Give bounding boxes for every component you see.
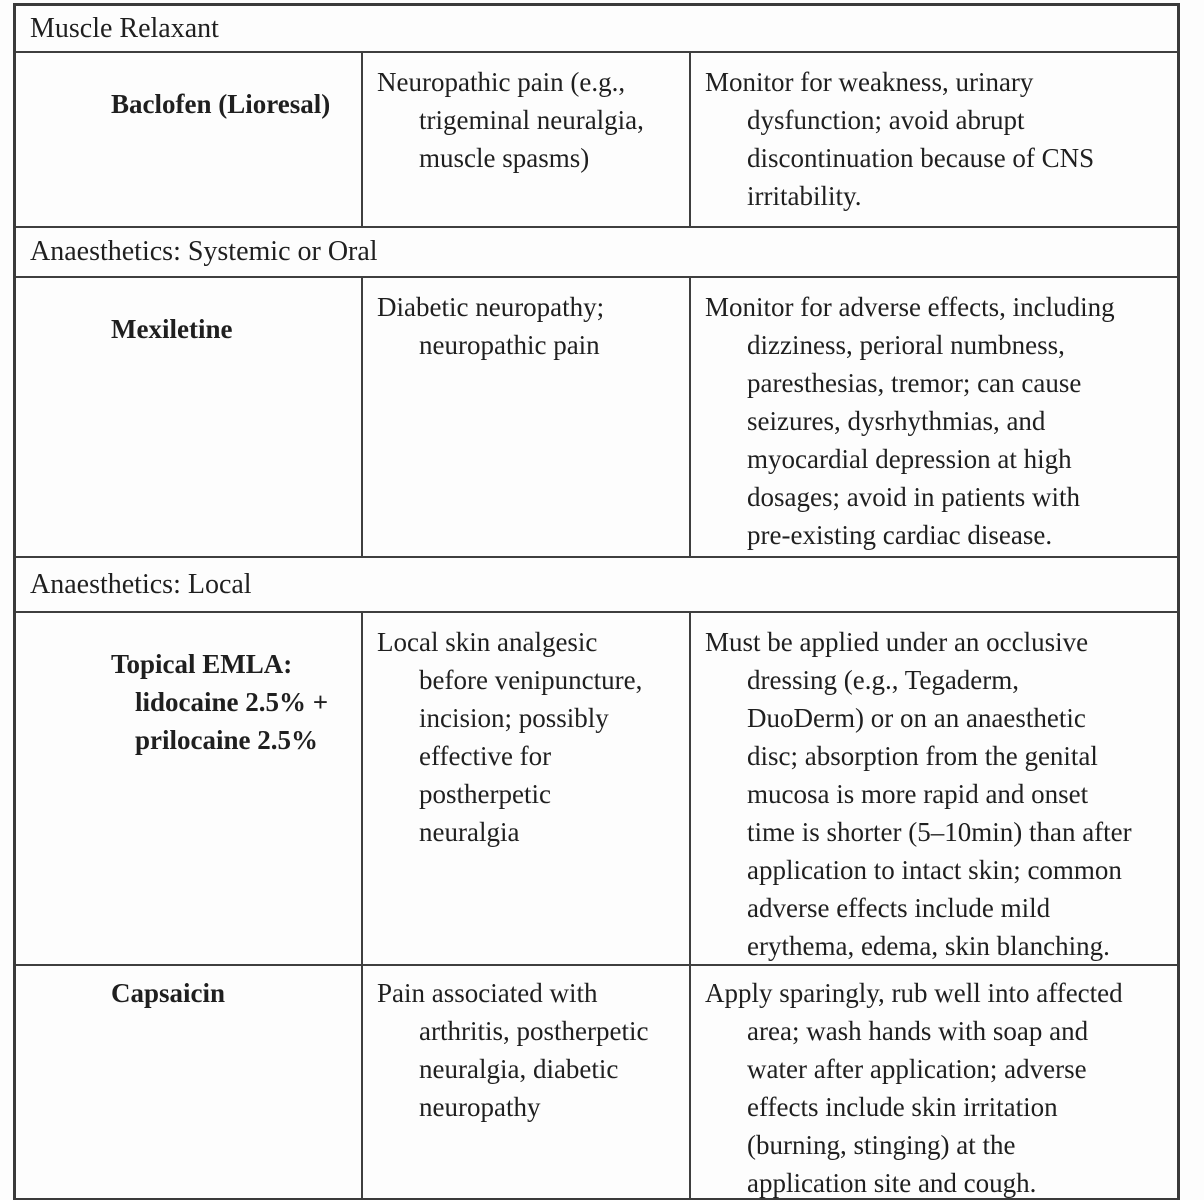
text-line: before venipuncture,	[419, 665, 643, 695]
notes-cell	[689, 966, 1177, 1198]
text-line: discontinuation because of CNS	[747, 143, 1095, 173]
text-line: Neuropathic pain (e.g.,	[377, 67, 626, 97]
section-header-label: Anaesthetics: Local	[30, 568, 252, 600]
drug-name-cell	[16, 613, 361, 964]
text-line: Diabetic neuropathy;	[377, 292, 605, 322]
text-line: area; wash hands with soap and	[747, 1016, 1089, 1046]
section-header-row	[16, 228, 1177, 278]
text-line: application to intact skin; common	[747, 855, 1122, 885]
text-line: (burning, stinging) at the	[747, 1130, 1016, 1160]
text-line: time is shorter (5–10min) than after	[747, 817, 1132, 847]
text-line: effective for	[419, 741, 552, 771]
indication-cell	[361, 613, 689, 964]
section-header-row	[16, 6, 1177, 53]
text-line: Topical EMLA:	[111, 649, 293, 679]
drug-table	[13, 3, 1180, 1200]
indication-cell	[361, 278, 689, 556]
drug-name-cell	[16, 278, 361, 556]
text-line: paresthesias, tremor; can cause	[747, 368, 1082, 398]
text-line: seizures, dysrhythmias, and	[747, 406, 1046, 436]
text-line: neuropathy	[419, 1092, 541, 1122]
notes-cell	[689, 53, 1177, 226]
notes-cell	[689, 278, 1177, 556]
indication-cell	[361, 53, 689, 226]
text-line: neuralgia	[419, 817, 520, 847]
text-line: prilocaine 2.5%	[135, 725, 318, 755]
indication-cell	[361, 966, 689, 1198]
text-line: irritability.	[747, 181, 862, 211]
text-line: Must be applied under an occlusive	[705, 627, 1089, 657]
drug-name-cell	[16, 53, 361, 226]
text-line: erythema, edema, skin blanching.	[747, 931, 1110, 961]
drug-name-cell	[16, 966, 361, 1198]
text-line: neuropathic pain	[419, 330, 600, 360]
drug-row	[16, 53, 1177, 228]
text-line: myocardial depression at high	[747, 444, 1072, 474]
text-line: muscle spasms)	[419, 143, 590, 173]
text-line: Apply sparingly, rub well into affected	[705, 978, 1123, 1008]
text-line: neuralgia, diabetic	[419, 1054, 619, 1084]
text-line: Pain associated with	[377, 978, 598, 1008]
text-line: incision; possibly	[419, 703, 609, 733]
section-header-row	[16, 558, 1177, 613]
text-line: disc; absorption from the genital	[747, 741, 1098, 771]
drug-row	[16, 278, 1177, 558]
text-line: trigeminal neuralgia,	[419, 105, 644, 135]
text-line: Local skin analgesic	[377, 627, 598, 657]
text-line: effects include skin irritation	[747, 1092, 1058, 1122]
section-header-label: Muscle Relaxant	[30, 12, 219, 44]
drug-row	[16, 613, 1177, 966]
text-line: pre-existing cardiac disease.	[747, 520, 1053, 550]
text-line: water after application; adverse	[747, 1054, 1087, 1084]
text-line: Capsaicin	[111, 978, 226, 1008]
text-line: adverse effects include mild	[747, 893, 1051, 923]
text-line: dressing (e.g., Tegaderm,	[747, 665, 1020, 695]
text-line: postherpetic	[419, 779, 551, 809]
text-line: Monitor for adverse effects, including	[705, 292, 1115, 322]
section-header-label: Anaesthetics: Systemic or Oral	[30, 236, 378, 267]
text-line: mucosa is more rapid and onset	[747, 779, 1089, 809]
notes-cell	[689, 613, 1177, 964]
text-line: arthritis, postherpetic	[419, 1016, 649, 1046]
text-line: lidocaine 2.5% +	[135, 687, 329, 717]
text-line: application site and cough.	[747, 1168, 1037, 1198]
text-line: DuoDerm) or on an anaesthetic	[747, 703, 1086, 733]
text-line: dosages; avoid in patients with	[747, 482, 1080, 512]
text-line: Mexiletine	[111, 314, 233, 344]
text-line: Baclofen (Lioresal)	[111, 89, 331, 119]
text-line: dysfunction; avoid abrupt	[747, 105, 1025, 135]
text-line: dizziness, perioral numbness,	[747, 330, 1065, 360]
text-line: Monitor for weakness, urinary	[705, 67, 1034, 97]
drug-row	[16, 966, 1177, 1198]
